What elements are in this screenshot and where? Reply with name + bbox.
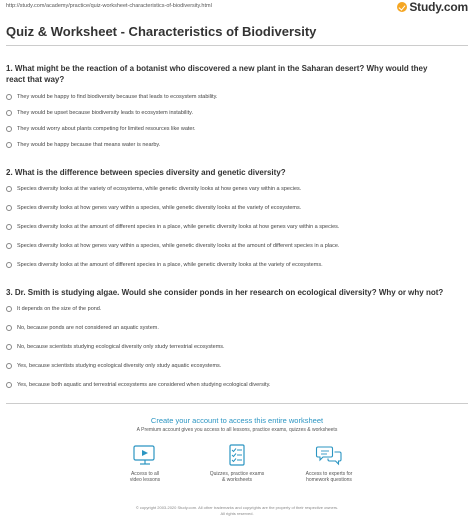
radio-button[interactable] <box>6 224 12 230</box>
q3-option-5[interactable]: Yes, because both aquatic and terrestrial ecosystems are considered when studying ecological diversity. <box>6 382 468 388</box>
video-lesson-icon <box>130 444 160 468</box>
q2-option-1[interactable]: Species diversity looks at the variety of ecosystems, while genetic diversity looks at how genes vary within a species. <box>6 186 468 192</box>
q1-option-2[interactable]: They would be upset because biodiversity leads to ecosystem instability. <box>6 110 468 116</box>
brand-name: Study.com <box>409 0 468 14</box>
feature-label: Access to all video lessons <box>129 471 161 483</box>
page-url: http://study.com/academy/practice/quiz-worksheet-characteristics-of-biodiversity.html <box>6 3 212 9</box>
q3-option-4[interactable]: Yes, because scientists studying ecological diversity only study aquatic ecosystems. <box>6 363 468 369</box>
radio-button[interactable] <box>6 363 12 369</box>
q2-option-5[interactable]: Species diversity looks at the amount of different species in a place, while genetic diversity looks at the variety of ecosystems. <box>6 262 468 268</box>
question-1-line-2: react that way? <box>6 75 65 84</box>
radio-button[interactable] <box>6 126 12 132</box>
q1-option-1[interactable]: They would be happy to find biodiversity because that leads to ecosystem stability. <box>6 94 468 100</box>
radio-button[interactable] <box>6 186 12 192</box>
title-divider <box>6 45 468 46</box>
feature-label: Quizzes, practice exams & worksheets <box>209 471 265 483</box>
feature-quizzes <box>197 444 277 483</box>
radio-button[interactable] <box>6 142 12 148</box>
feature-label: Access to experts for homework questions <box>305 471 353 483</box>
radio-button[interactable] <box>6 325 12 331</box>
question-3-line-1: 3. Dr. Smith is studying algae. Would she consider ponds in her research on ecological diversity? Why or why not? <box>6 288 444 297</box>
question-1-line-1: 1. What might be the reaction of a botanist who discovered a new plant in the Saharan desert? Why would they <box>6 64 428 73</box>
feature-video-lessons <box>105 444 185 483</box>
promo-divider <box>6 403 468 404</box>
radio-button[interactable] <box>6 382 12 388</box>
radio-button[interactable] <box>6 110 12 116</box>
radio-button[interactable] <box>6 306 12 312</box>
chat-bubbles-icon <box>314 444 344 468</box>
q3-option-3[interactable]: No, because scientists studying ecological diversity only study terrestrial ecosystems. <box>6 344 468 350</box>
radio-button[interactable] <box>6 94 12 100</box>
q2-option-4[interactable]: Species diversity looks at how genes vary within a species, while genetic diversity looks at the amount of different species in a place. <box>6 243 468 249</box>
checkmark-logo-icon <box>397 2 407 12</box>
q2-option-2[interactable]: Species diversity looks at how genes vary within a species, while genetic diversity looks at the variety of ecosystems. <box>6 205 468 211</box>
q3-option-2[interactable]: No, because ponds are not considered an aquatic system. <box>6 325 468 331</box>
q2-option-3[interactable]: Species diversity looks at the amount of different species in a place, while genetic diversity looks at how genes vary within a species. <box>6 224 468 230</box>
footer-copyright: © copyright 2003-2020 Study.com. All other trademarks and copyrights are the property of their respective owners. <box>135 505 339 510</box>
question-3 <box>6 287 468 298</box>
radio-button[interactable] <box>6 205 12 211</box>
feature-experts <box>289 444 369 483</box>
radio-button[interactable] <box>6 262 12 268</box>
footer-rights: All rights reserved. <box>220 511 254 516</box>
q1-option-4[interactable]: They would be happy because that means water is nearby. <box>6 142 468 148</box>
page-title: Quiz & Worksheet - Characteristics of Biodiversity <box>6 24 317 39</box>
q3-option-1[interactable]: It depends on the size of the pond. <box>6 306 468 312</box>
radio-button[interactable] <box>6 344 12 350</box>
q1-option-3[interactable]: They would worry about plants competing for limited resources like water. <box>6 126 468 132</box>
studycom-logo <box>397 0 468 14</box>
question-2 <box>6 167 468 178</box>
question-1 <box>6 63 468 85</box>
promo-title[interactable]: Create your account to access this entire worksheet <box>150 416 324 425</box>
radio-button[interactable] <box>6 243 12 249</box>
checklist-icon <box>222 444 252 468</box>
promo-subtitle: A Premium account gives you access to all lessons, practice exams, quizzes & worksheets <box>136 427 338 433</box>
question-2-line-1: 2. What is the difference between species diversity and genetic diversity? <box>6 168 286 177</box>
